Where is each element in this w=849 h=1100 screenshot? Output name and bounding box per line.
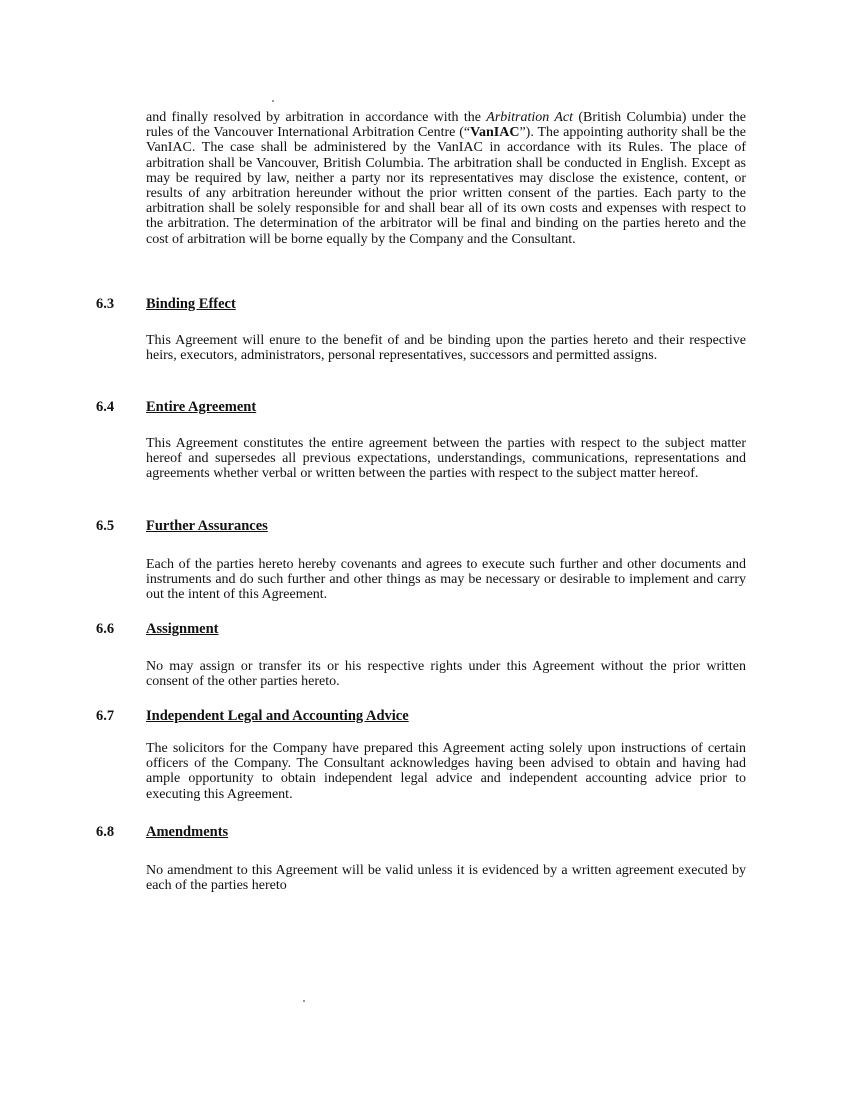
section-heading: Entire Agreement — [146, 399, 257, 415]
section-body: This Agreement constitutes the entire agreement between the parties with respect to the subject matter hereof and supersedes all previous expectations, understandings, communications, representations and agreements whether verbal or written between the parties with respect to the subject matter hereof. — [146, 436, 746, 482]
section-heading: Binding Effect — [146, 296, 236, 312]
vaniac-acronym: VanIAC — [470, 125, 520, 141]
section-number: 6.6 — [96, 621, 115, 637]
section-body: Each of the parties hereto hereby covenants and agrees to execute such further and other documents and instruments and do such further and other things as may be necessary or desirable to implement and carry out the intent of this Agreement. — [146, 557, 746, 603]
section-number: 6.7 — [96, 708, 115, 724]
section-body: This Agreement will enure to the benefit of and be binding upon the parties hereto and their respective heirs, executors, administrators, personal representatives, successors and permitted assigns. — [146, 333, 746, 364]
section-body: No may assign or transfer its or his respective rights under this Agreement without the prior written consent of the other parties hereto. — [146, 659, 746, 690]
intro-text-start: and finally resolved by arbitration in accordance with the — [146, 110, 487, 125]
section-number: 6.8 — [96, 824, 115, 840]
section-number: 6.5 — [96, 518, 115, 534]
intro-text-end: ”). The appointing authority shall be the VanIAC. The case shall be administered by the VanIAC in accordance with its Rules. The place of arbitration shall be Vancouver, British Columbia. The arbitration shall be conducted in English. Except as may be required by law, neither a party nor its representatives may disclose the existence, content, or results of any arbitration hereunder without the prior written consent of the parties. Each party to the arbitration shall be solely responsible for and shall bear all of its own costs and expenses with respect to the arbitration. The determination of the arbitrator will be final and binding on the parties hereto and the cost of arbitration will be borne equally by the Company and the Consultant. — [146, 125, 747, 247]
section-heading: Further Assurances — [146, 518, 268, 534]
section-heading: Amendments — [146, 824, 229, 840]
intro-paragraph — [146, 110, 746, 247]
section-body: The solicitors for the Company have prepared this Agreement acting solely upon instructions of certain officers of the Company. The Consultant acknowledges having been advised to obtain and having had ample opportunity to obtain independent legal advice and independent accounting advice prior to executing this Agreement. — [146, 741, 746, 802]
section-number: 6.3 — [96, 296, 115, 312]
scan-speck — [303, 1000, 305, 1002]
section-body: No amendment to this Agreement will be valid unless it is evidenced by a written agreement executed by each of the parties hereto — [146, 863, 746, 894]
intro-text-middle: (British Columbia) under the rules of the Vancouver International Arbitration Centre (“ — [146, 110, 746, 141]
section-heading: Independent Legal and Accounting Advice — [146, 708, 409, 724]
scan-speck — [272, 100, 274, 102]
section-number: 6.4 — [96, 399, 115, 415]
arbitration-act-title: Arbitration Act — [486, 110, 574, 125]
section-heading: Assignment — [146, 621, 219, 637]
